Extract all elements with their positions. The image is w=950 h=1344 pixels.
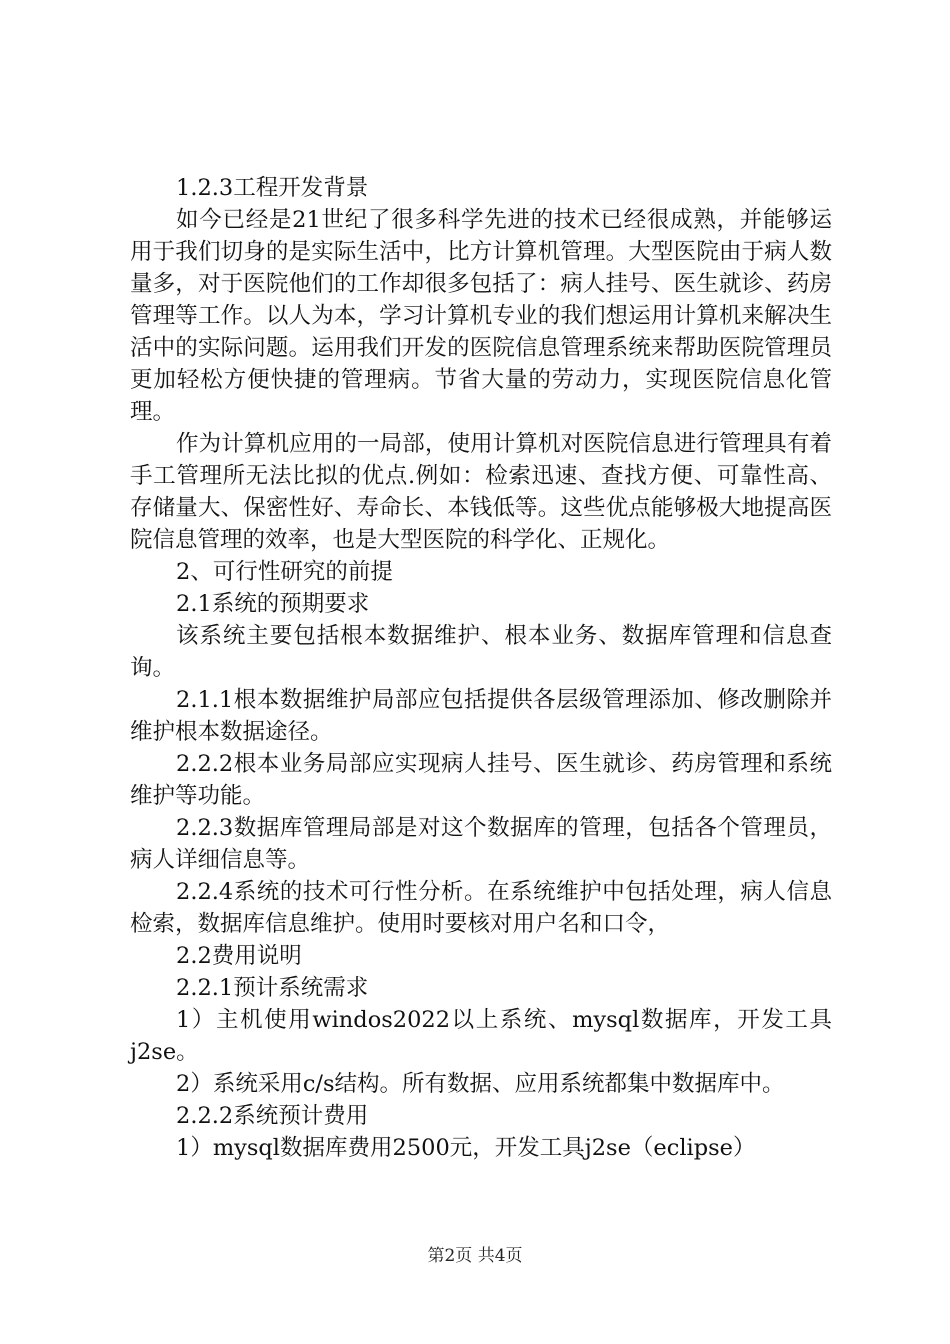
heading-2-1: 2.1系统的预期要求 [176,591,370,617]
document-body [130,172,832,1164]
list-item-2: 2）系统采用c/s结构。所有数据、应用系统都集中数据库中。 [176,1071,785,1097]
heading-2-2-1: 2.2.1预计系统需求 [176,975,369,1001]
paragraph-2-1-1: 2.1.1根本数据维护局部应包括提供各层级管理添加、修改删除并维护根本数据途径。 [130,687,832,745]
paragraph-2-2-4: 2.2.4系统的技术可行性分析。在系统维护中包括处理，病人信息检索，数据库信息维护。使用时要核对用户名和口令， [130,879,832,937]
list-item-cost-1: 1）mysql数据库费用2500元，开发工具j2se（eclipse） [176,1135,756,1161]
paragraph-background: 如今已经是21世纪了很多科学先进的技术已经很成熟，并能够运用于我们切身的是实际生活中，比方计算机管理。大型医院由于病人数量多，对于医院他们的工作却很多包括了：病人挂号、医生就诊、药房管理等工作。以人为本，学习计算机专业的我们想运用计算机来解决生活中的实际问题。运用我们开发的医院信息管理系统来帮助医院管理员更加轻松方便快捷的管理病。节省大量的劳动力，实现医院信息化管理。 [130,207,832,425]
list-item-1: 1）主机使用windos2022以上系统、mysql数据库，开发工具j2se。 [130,1007,832,1065]
heading-1-2-3: 1.2.3工程开发背景 [176,175,369,201]
paragraph-system-scope: 该系统主要包括根本数据维护、根本业务、数据库管理和信息查询。 [130,623,832,681]
page-footer [0,1241,950,1266]
paragraph-2-2-2-business: 2.2.2根本业务局部应实现病人挂号、医生就诊、药房管理和系统维护等功能。 [130,751,832,809]
paragraph-advantages: 作为计算机应用的一局部，使用计算机对医院信息进行管理具有着手工管理所无法比拟的优点.例如：检索迅速、查找方便、可靠性高、存储量大、保密性好、寿命长、本钱低等。这些优点能够极大地提高医院信息管理的效率，也是大型医院的科学化、正规化。 [130,431,832,553]
heading-2-2-2: 2.2.2系统预计费用 [176,1103,369,1129]
paragraph-2-2-3: 2.2.3数据库管理局部是对这个数据库的管理，包括各个管理员，病人详细信息等。 [130,815,832,873]
heading-2: 2、可行性研究的前提 [176,559,393,585]
page-number: 第2页 共4页 [427,1246,523,1266]
heading-2-2: 2.2费用说明 [176,943,302,969]
